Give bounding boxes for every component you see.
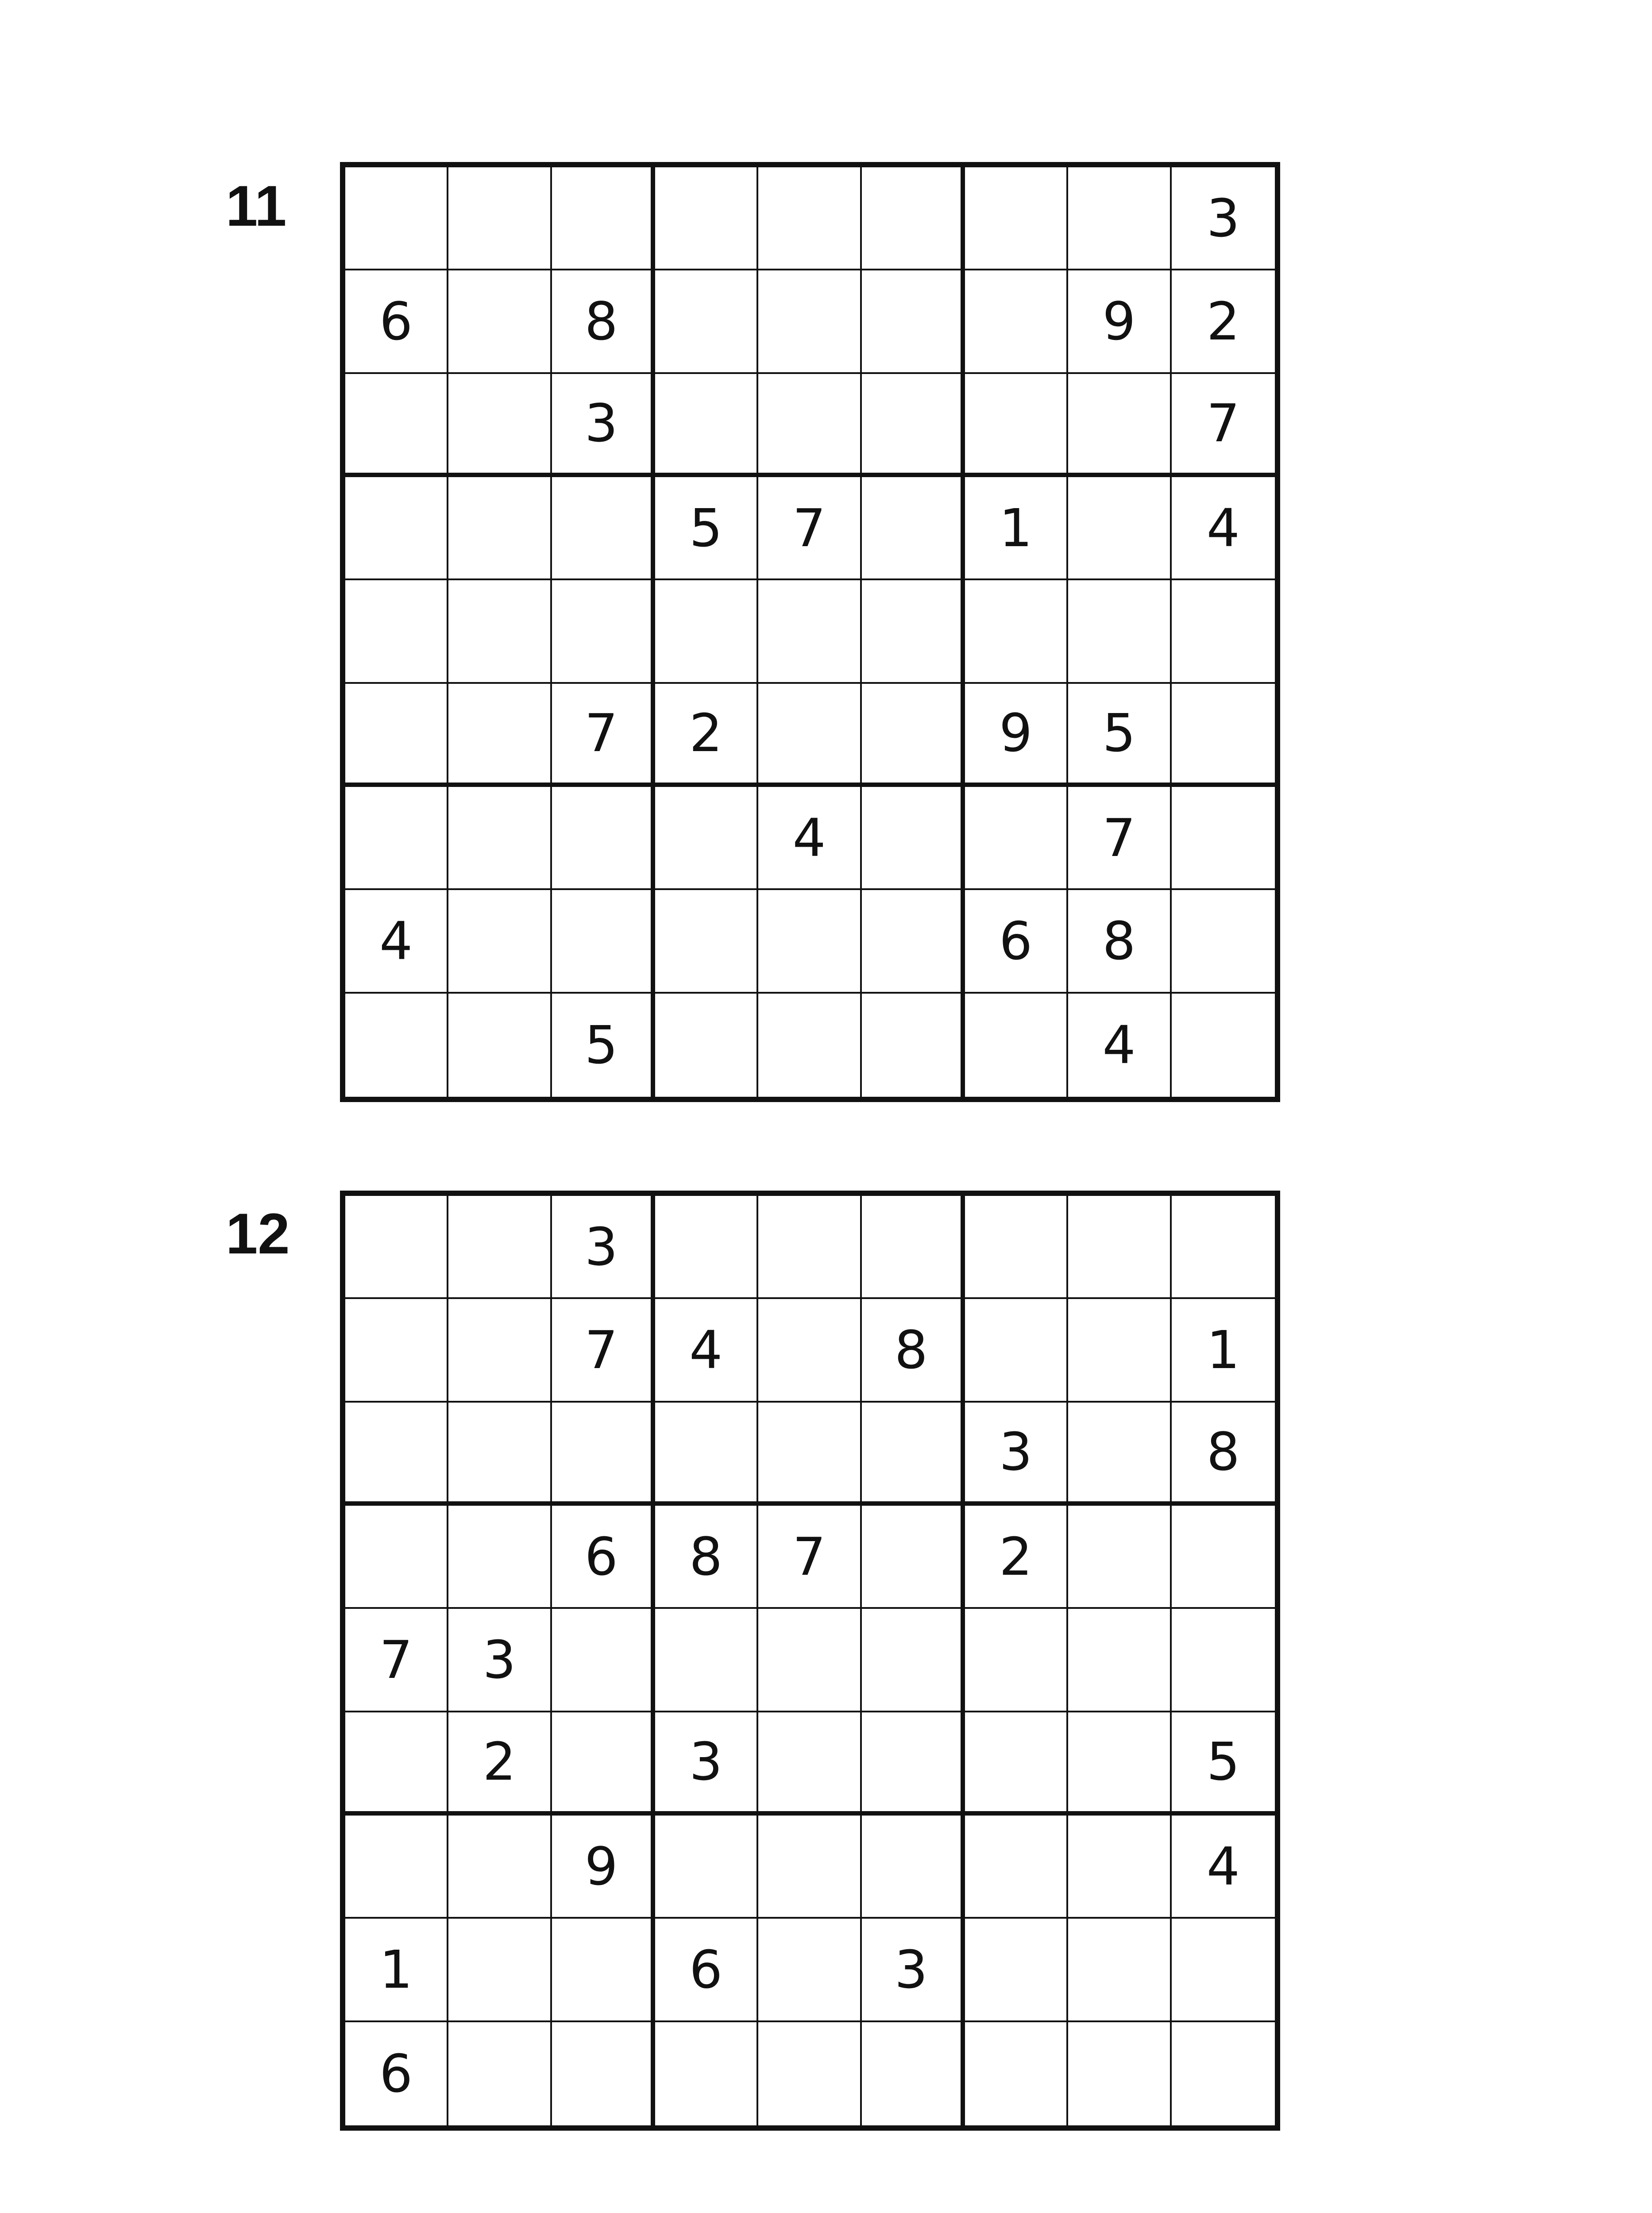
sudoku-cell [965, 994, 1068, 1097]
sudoku-cell [655, 1816, 758, 1919]
sudoku-cell [552, 1609, 655, 1712]
sudoku-cell: 5 [1068, 684, 1171, 787]
sudoku-cell: 8 [1172, 1403, 1275, 1506]
sudoku-cell [862, 890, 965, 993]
sudoku-cell [1068, 1919, 1171, 2022]
sudoku-cell [965, 1196, 1068, 1299]
sudoku-cell: 3 [552, 1196, 655, 1299]
sudoku-cell: 8 [552, 270, 655, 374]
sudoku-cell [862, 1506, 965, 1609]
sudoku-cell [1172, 890, 1275, 993]
sudoku-cell [448, 2022, 552, 2125]
sudoku-cell [448, 167, 552, 270]
sudoku-cell [1172, 1196, 1275, 1299]
sudoku-cell [1172, 1919, 1275, 2022]
sudoku-cell: 3 [552, 374, 655, 477]
sudoku-cell [655, 374, 758, 477]
sudoku-cell [1068, 580, 1171, 683]
sudoku-cell [862, 1712, 965, 1816]
sudoku-cell [345, 787, 448, 890]
sudoku-cell [862, 167, 965, 270]
sudoku-cell [345, 1403, 448, 1506]
sudoku-cell: 3 [965, 1403, 1068, 1506]
sudoku-cell [965, 167, 1068, 270]
sudoku-cell: 2 [448, 1712, 552, 1816]
sudoku-cell: 3 [862, 1919, 965, 2022]
sudoku-cell [448, 684, 552, 787]
sudoku-cell [758, 1403, 861, 1506]
sudoku-cell [655, 167, 758, 270]
sudoku-cell [862, 1609, 965, 1712]
sudoku-cell [758, 1919, 861, 2022]
sudoku-cell [758, 1196, 861, 1299]
sudoku-cell [1068, 1506, 1171, 1609]
sudoku-cell [965, 1299, 1068, 1402]
sudoku-cell [758, 684, 861, 787]
sudoku-cell [1068, 1403, 1171, 1506]
sudoku-cell [862, 374, 965, 477]
sudoku-grid [340, 1191, 1280, 2131]
sudoku-cell [1068, 1816, 1171, 1919]
sudoku-cell: 9 [552, 1816, 655, 1919]
sudoku-cell [552, 1919, 655, 2022]
sudoku-cell [345, 477, 448, 580]
sudoku-cell [758, 167, 861, 270]
sudoku-cell [1172, 1609, 1275, 1712]
sudoku-cell: 6 [655, 1919, 758, 2022]
sudoku-cell [758, 890, 861, 993]
sudoku-cell: 5 [552, 994, 655, 1097]
sudoku-cell: 8 [862, 1299, 965, 1402]
sudoku-cell [758, 270, 861, 374]
sudoku-cell [345, 167, 448, 270]
sudoku-cell [448, 787, 552, 890]
sudoku-cell [758, 2022, 861, 2125]
sudoku-cell [552, 1712, 655, 1816]
sudoku-cell: 3 [448, 1609, 552, 1712]
sudoku-cell: 1 [965, 477, 1068, 580]
sudoku-cell [1172, 580, 1275, 683]
sudoku-cell [552, 477, 655, 580]
sudoku-cell [862, 270, 965, 374]
sudoku-cell [448, 994, 552, 1097]
sudoku-cell [965, 1919, 1068, 2022]
sudoku-cell: 7 [345, 1609, 448, 1712]
sudoku-cell [758, 1609, 861, 1712]
sudoku-cell [345, 994, 448, 1097]
sudoku-cell [345, 684, 448, 787]
sudoku-cell [345, 1196, 448, 1299]
sudoku-cell [862, 787, 965, 890]
sudoku-cell: 7 [1068, 787, 1171, 890]
sudoku-cell: 8 [1068, 890, 1171, 993]
sudoku-cell [655, 994, 758, 1097]
sudoku-cell [862, 684, 965, 787]
sudoku-cell [965, 374, 1068, 477]
sudoku-cell [448, 1299, 552, 1402]
sudoku-cell [758, 580, 861, 683]
sudoku-cell [758, 1299, 861, 1402]
sudoku-cell [448, 477, 552, 580]
sudoku-grid [340, 162, 1280, 1102]
sudoku-cell [1068, 1712, 1171, 1816]
sudoku-cell [1068, 1299, 1171, 1402]
sudoku-cell [965, 1712, 1068, 1816]
sudoku-cell [345, 374, 448, 477]
sudoku-cell [965, 270, 1068, 374]
sudoku-cell: 4 [1172, 1816, 1275, 1919]
sudoku-cell [655, 787, 758, 890]
sudoku-cell [1172, 994, 1275, 1097]
sudoku-cell [965, 787, 1068, 890]
sudoku-cell: 7 [1172, 374, 1275, 477]
sudoku-cell [1068, 477, 1171, 580]
sudoku-cell [345, 580, 448, 683]
sudoku-cell: 6 [345, 2022, 448, 2125]
sudoku-cell: 8 [655, 1506, 758, 1609]
sudoku-cell: 4 [1172, 477, 1275, 580]
sudoku-cell [965, 2022, 1068, 2125]
sudoku-cell [965, 1816, 1068, 1919]
sudoku-cell: 2 [655, 684, 758, 787]
sudoku-cell: 5 [1172, 1712, 1275, 1816]
sudoku-cell: 3 [1172, 167, 1275, 270]
sudoku-cell: 5 [655, 477, 758, 580]
sudoku-cell [862, 1196, 965, 1299]
sudoku-cell: 4 [1068, 994, 1171, 1097]
sudoku-cell [1068, 2022, 1171, 2125]
sudoku-cell: 6 [965, 890, 1068, 993]
sudoku-cell [862, 1816, 965, 1919]
sudoku-cell [345, 1712, 448, 1816]
sudoku-cell: 3 [655, 1712, 758, 1816]
sudoku-cell [345, 1816, 448, 1919]
sudoku-cell [655, 1609, 758, 1712]
sudoku-cell [1068, 1196, 1171, 1299]
sudoku-cell: 7 [552, 1299, 655, 1402]
sudoku-cell [655, 890, 758, 993]
sudoku-cell [655, 2022, 758, 2125]
sudoku-cell [448, 270, 552, 374]
sudoku-cell [758, 374, 861, 477]
puzzle-number: 11 [226, 173, 287, 238]
sudoku-cell [448, 374, 552, 477]
sudoku-cell [965, 580, 1068, 683]
sudoku-cell [448, 580, 552, 683]
sudoku-cell [552, 1403, 655, 1506]
sudoku-cell [758, 1712, 861, 1816]
sudoku-cell [448, 1506, 552, 1609]
sudoku-cell [862, 994, 965, 1097]
sudoku-cell [1172, 1506, 1275, 1609]
sudoku-cell [655, 1196, 758, 1299]
sudoku-cell: 7 [758, 477, 861, 580]
sudoku-cell [1172, 684, 1275, 787]
sudoku-cell [448, 1816, 552, 1919]
sudoku-cell: 2 [1172, 270, 1275, 374]
sudoku-cell [448, 890, 552, 993]
sudoku-cell: 6 [345, 270, 448, 374]
sudoku-cell: 1 [345, 1919, 448, 2022]
sudoku-cell [655, 270, 758, 374]
sudoku-cell [448, 1196, 552, 1299]
sudoku-cell [758, 1816, 861, 1919]
sudoku-cell [552, 2022, 655, 2125]
sudoku-cell [758, 994, 861, 1097]
sudoku-cell [1172, 2022, 1275, 2125]
sudoku-cell [965, 1609, 1068, 1712]
sudoku-cell [655, 1403, 758, 1506]
sudoku-cell [345, 1299, 448, 1402]
sudoku-cell [862, 1403, 965, 1506]
sudoku-cell: 9 [1068, 270, 1171, 374]
sudoku-cell [862, 580, 965, 683]
sudoku-cell [862, 2022, 965, 2125]
sudoku-cell [1068, 167, 1171, 270]
sudoku-cell [655, 580, 758, 683]
sudoku-cell: 2 [965, 1506, 1068, 1609]
sudoku-cell: 4 [758, 787, 861, 890]
sudoku-cell [448, 1403, 552, 1506]
sudoku-cell: 4 [655, 1299, 758, 1402]
puzzle-number: 12 [226, 1201, 290, 1266]
sudoku-cell [552, 787, 655, 890]
sudoku-cell [552, 580, 655, 683]
sudoku-cell [448, 1919, 552, 2022]
sudoku-cell: 7 [552, 684, 655, 787]
sudoku-cell [1068, 1609, 1171, 1712]
sudoku-cell [345, 1506, 448, 1609]
sudoku-cell [1068, 374, 1171, 477]
sudoku-cell [552, 890, 655, 993]
sudoku-cell [552, 167, 655, 270]
sudoku-cell [862, 477, 965, 580]
sudoku-cell: 7 [758, 1506, 861, 1609]
sudoku-cell: 4 [345, 890, 448, 993]
sudoku-cell: 6 [552, 1506, 655, 1609]
sudoku-cell: 9 [965, 684, 1068, 787]
sudoku-cell: 1 [1172, 1299, 1275, 1402]
sudoku-cell [1172, 787, 1275, 890]
